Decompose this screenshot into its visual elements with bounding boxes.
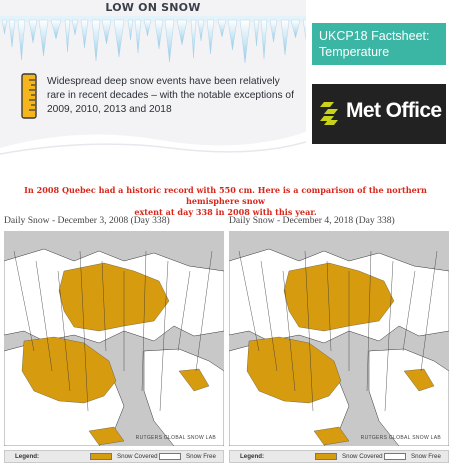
icicle [92, 20, 100, 61]
icicle [281, 20, 289, 55]
icicle [240, 20, 250, 63]
icicle [9, 20, 15, 47]
legend-snow-free: Snow Free [186, 453, 216, 460]
icicle [303, 20, 306, 51]
snow-free-swatch [159, 453, 181, 460]
icicle [2, 20, 7, 34]
icicle [18, 20, 25, 60]
snow-covered-swatch [315, 453, 337, 460]
icicle [270, 20, 277, 42]
legend-snow-free: Snow Free [411, 453, 441, 460]
legend-snow-covered: Snow Covered [117, 453, 158, 460]
icicle [228, 20, 237, 50]
icicle [218, 20, 226, 37]
snow-map-2008 [4, 231, 224, 446]
icicle [51, 20, 61, 39]
legend-snow-covered: Snow Covered [342, 453, 383, 460]
infographic-title: LOW ON SNOW [105, 1, 201, 14]
icicle [39, 20, 48, 56]
icicle [291, 20, 300, 38]
icicle [102, 20, 111, 44]
icicles-graphic [0, 16, 306, 64]
icicle [65, 20, 70, 52]
snow-map-2008-graphic [4, 231, 224, 446]
snow-covered-swatch [90, 453, 112, 460]
caption-line1: In 2008 Quebec had a historic record with 550 cm. Here is a comparison of the northern hemisphere snow [24, 185, 427, 206]
icicle [81, 20, 88, 48]
map-credit: RUTGERS GLOBAL SNOW LAB [360, 435, 441, 441]
factsheet-badge [312, 23, 446, 65]
caption-line2: extent at day 338 in 2008 with this year. [134, 207, 317, 217]
snow-map-2018 [229, 231, 449, 446]
snow-map-2018-graphic [229, 231, 449, 446]
icicle [198, 20, 204, 41]
snow-ground-graphic [0, 118, 306, 172]
map-title-2008: Daily Snow - December 3, 2008 (Day 338) [4, 215, 170, 226]
met-office-logo-icon [318, 98, 344, 128]
met-office-badge [312, 84, 446, 144]
icicle [207, 20, 214, 54]
icicle [165, 20, 174, 62]
icicle [191, 20, 196, 58]
legend-label: Legend: [240, 453, 265, 460]
factsheet-line2: Temperature [319, 45, 390, 59]
snow-free-swatch [384, 453, 406, 460]
icicle [261, 20, 267, 59]
map-credit: RUTGERS GLOBAL SNOW LAB [135, 435, 216, 441]
red-caption [0, 185, 451, 218]
icicle [177, 20, 187, 45]
thermometer-icon [20, 73, 38, 119]
low-on-snow-infographic [0, 0, 306, 172]
icicle [128, 20, 133, 40]
icicle [155, 20, 163, 49]
icicle [29, 20, 37, 43]
infographic-text: Widespread deep snow events have been relatively rare in recent decades – with the notable exceptions of 2009, 2010, 2013 and 2018 [47, 76, 294, 115]
icicle [114, 20, 124, 57]
icicle [72, 20, 78, 35]
icicle [135, 20, 141, 53]
legend-label: Legend: [15, 453, 40, 460]
icicle [144, 20, 151, 36]
map-title-2018: Daily Snow - December 4, 2018 (Day 338) [229, 215, 395, 226]
factsheet-line1: UKCP18 Factsheet: [319, 29, 430, 43]
icicle [254, 20, 259, 46]
map-legend-2018 [229, 450, 449, 463]
met-office-wordmark: Met Office [346, 99, 442, 122]
map-legend-2008 [4, 450, 224, 463]
